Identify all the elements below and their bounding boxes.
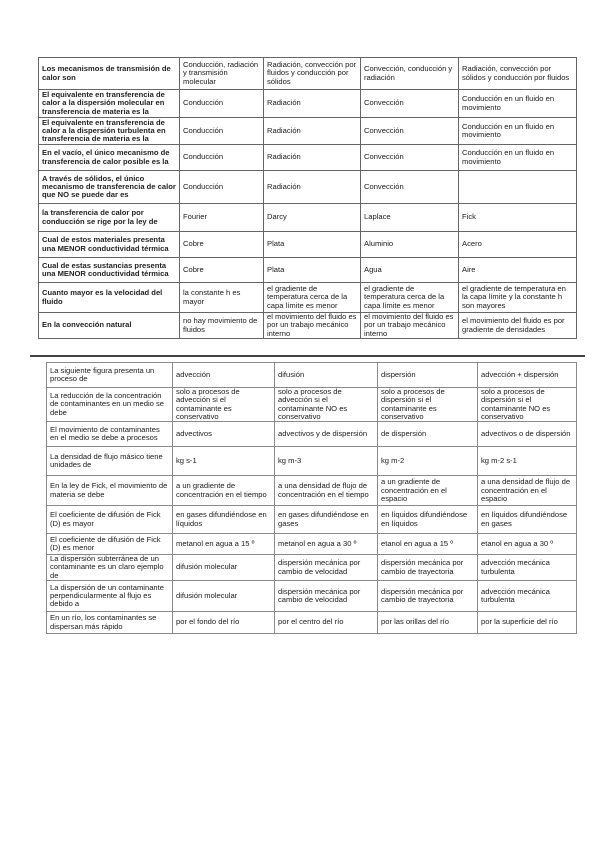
option-cell: Radiación (264, 145, 361, 171)
question-cell: La reducción de la concentración de contaminantes en un medio se debe (47, 388, 173, 422)
option-cell: Aluminio (361, 232, 459, 258)
table-row (39, 232, 577, 258)
option-cell: Fick (459, 204, 577, 232)
table-row (47, 388, 577, 422)
table-row (39, 90, 577, 118)
option-cell: advectivos y de dispersión (275, 422, 378, 447)
question-cell: La siguiente figura presenta un proceso de (47, 363, 173, 388)
option-cell: a una densidad de flujo de concentración en el tiempo (275, 476, 378, 506)
option-cell: Plata (264, 258, 361, 283)
question-cell: Cuanto mayor es la velocidad del fluido (39, 283, 180, 313)
option-cell: Fourier (180, 204, 264, 232)
mass-transfer-quiz-table (46, 362, 577, 634)
option-cell: en líquidos difundiéndose en líquidos (378, 506, 478, 534)
option-cell: Radiación (264, 171, 361, 204)
option-cell: a una densidad de flujo de concentración en el espacio (478, 476, 577, 506)
table-row (39, 204, 577, 232)
question-cell: En el vacío, el único mecanismo de transferencia de calor posible es la (39, 145, 180, 171)
option-cell: kg m-2 (378, 447, 478, 476)
option-cell: Conducción en un fluido en movimiento (459, 145, 577, 171)
option-cell: etanol en agua a 15 º (378, 534, 478, 555)
table-row (39, 283, 577, 313)
question-cell: En un río, los contaminantes se dispersan más rápido (47, 612, 173, 634)
option-cell: Radiación (264, 90, 361, 118)
table-row (47, 612, 577, 634)
table-row (47, 534, 577, 555)
table-row (47, 476, 577, 506)
option-cell: de dispersión (378, 422, 478, 447)
option-cell: advectivos (173, 422, 275, 447)
option-cell: Conducción (180, 118, 264, 145)
option-cell: advección mecánica turbulenta (478, 555, 577, 581)
table-row (39, 313, 577, 339)
option-cell: advección mecánica turbulenta (478, 581, 577, 612)
question-cell: La dispersión de un contaminante perpendicularmente al flujo es debido a (47, 581, 173, 612)
option-cell: el gradiente de temperatura en la capa límite y la constante h son mayores (459, 283, 577, 313)
option-cell: Convección, conducción y radiación (361, 58, 459, 90)
option-cell: Conducción (180, 171, 264, 204)
option-cell: a un gradiente de concentración en el espacio (378, 476, 478, 506)
option-cell: en líquidos difundiéndose en gases (478, 506, 577, 534)
option-cell: Radiación (264, 118, 361, 145)
section-divider (30, 355, 585, 357)
option-cell: etanol en agua a 30 º (478, 534, 577, 555)
option-cell: metanol en agua a 30 º (275, 534, 378, 555)
option-cell: Conducción, radiación y transmisión molecular (180, 58, 264, 90)
question-cell: El equivalente en transferencia de calor a la dispersión turbulenta en transferencia de materia es la (39, 118, 180, 145)
option-cell: en gases difundiéndose en líquidos (173, 506, 275, 534)
option-cell: advectivos o de dispersión (478, 422, 577, 447)
option-cell (459, 171, 577, 204)
question-cell: la transferencia de calor por conducción se rige por la ley de (39, 204, 180, 232)
option-cell: Convección (361, 118, 459, 145)
question-cell: Cual de estos materiales presenta una MENOR conductividad térmica (39, 232, 180, 258)
question-cell: Cual de estas sustancias presenta una MENOR conductividad térmica (39, 258, 180, 283)
option-cell: solo a procesos de dispersión si el contaminante NO es conservativo (478, 388, 577, 422)
question-cell: Los mecanismos de transmisión de calor son (39, 58, 180, 90)
option-cell: a un gradiente de concentración en el tiempo (173, 476, 275, 506)
question-cell: La densidad de flujo másico tiene unidades de (47, 447, 173, 476)
table-row (47, 363, 577, 388)
table-row (39, 145, 577, 171)
option-cell: dispersión mecánica por cambio de trayectoria (378, 555, 478, 581)
option-cell: solo a procesos de dispersión si el contaminante es conservativo (378, 388, 478, 422)
option-cell: kg m-3 (275, 447, 378, 476)
option-cell: metanol en agua a 15 º (173, 534, 275, 555)
option-cell: en gases difundiéndose en gases (275, 506, 378, 534)
option-cell: Conducción (180, 90, 264, 118)
option-cell: la constante h es mayor (180, 283, 264, 313)
question-cell: El equivalente en transferencia de calor a la dispersión molecular en transferencia de materia es la (39, 90, 180, 118)
table-row (47, 506, 577, 534)
option-cell: Acero (459, 232, 577, 258)
option-cell: Plata (264, 232, 361, 258)
option-cell: kg m-2 s-1 (478, 447, 577, 476)
option-cell: el gradiente de temperatura cerca de la capa límite es menor (264, 283, 361, 313)
table-row (47, 447, 577, 476)
option-cell: Radiación, convección por sólidos y conducción por fluidos (459, 58, 577, 90)
option-cell: difusión molecular (173, 555, 275, 581)
table-row (47, 555, 577, 581)
option-cell: Convección (361, 171, 459, 204)
option-cell: Convección (361, 90, 459, 118)
option-cell: por el centro del río (275, 612, 378, 634)
option-cell: Aire (459, 258, 577, 283)
option-cell: dispersión mecánica por cambio de velocidad (275, 581, 378, 612)
question-cell: A través de sólidos, el único mecanismo de transferencia de calor que NO se puede dar es (39, 171, 180, 204)
option-cell: Darcy (264, 204, 361, 232)
question-cell: En la ley de Fick, el movimiento de materia se debe (47, 476, 173, 506)
table-row (39, 258, 577, 283)
table-row (39, 118, 577, 145)
option-cell: el movimiento del fluido es por un trabajo mecánico interno (264, 313, 361, 339)
option-cell: Agua (361, 258, 459, 283)
question-cell: La dispersión subterránea de un contaminante es un claro ejemplo de (47, 555, 173, 581)
question-cell: El coeficiente de difusión de Fick (D) es mayor (47, 506, 173, 534)
option-cell: solo a procesos de advección si el contaminante NO es conservativo (275, 388, 378, 422)
option-cell: difusión molecular (173, 581, 275, 612)
option-cell: el gradiente de temperatura cerca de la capa límite es menor (361, 283, 459, 313)
option-cell: Radiación, convección por fluidos y conducción por sólidos (264, 58, 361, 90)
option-cell: Conducción (180, 145, 264, 171)
option-cell: no hay movimiento de fluidos (180, 313, 264, 339)
table-row (39, 171, 577, 204)
option-cell: por la superficie del río (478, 612, 577, 634)
option-cell: kg s-1 (173, 447, 275, 476)
option-cell: Cobre (180, 232, 264, 258)
option-cell: Cobre (180, 258, 264, 283)
option-cell: dispersión (378, 363, 478, 388)
heat-transfer-quiz-table (38, 57, 577, 339)
option-cell: dispersión mecánica por cambio de velocidad (275, 555, 378, 581)
option-cell: Conducción en un fluido en movimiento (459, 90, 577, 118)
option-cell: Laplace (361, 204, 459, 232)
option-cell: Convección (361, 145, 459, 171)
option-cell: advección (173, 363, 275, 388)
question-cell: El movimiento de contaminantes en el medio se debe a procesos (47, 422, 173, 447)
option-cell: Conducción en un fluido en movimiento (459, 118, 577, 145)
table-row (47, 581, 577, 612)
question-cell: En la convección natural (39, 313, 180, 339)
option-cell: advección + dispersión (478, 363, 577, 388)
option-cell: difusión (275, 363, 378, 388)
question-cell: El coeficiente de difusión de Fick (D) es menor (47, 534, 173, 555)
table-row (47, 422, 577, 447)
option-cell: el movimiento del fluido es por un trabajo mecánico interno (361, 313, 459, 339)
option-cell: el movimiento del fluido es por gradiente de densidades (459, 313, 577, 339)
option-cell: por las orillas del río (378, 612, 478, 634)
option-cell: dispersión mecánica por cambio de trayectoria (378, 581, 478, 612)
table-row (39, 58, 577, 90)
option-cell: por el fondo del río (173, 612, 275, 634)
option-cell: solo a procesos de advección si el contaminante es conservativo (173, 388, 275, 422)
